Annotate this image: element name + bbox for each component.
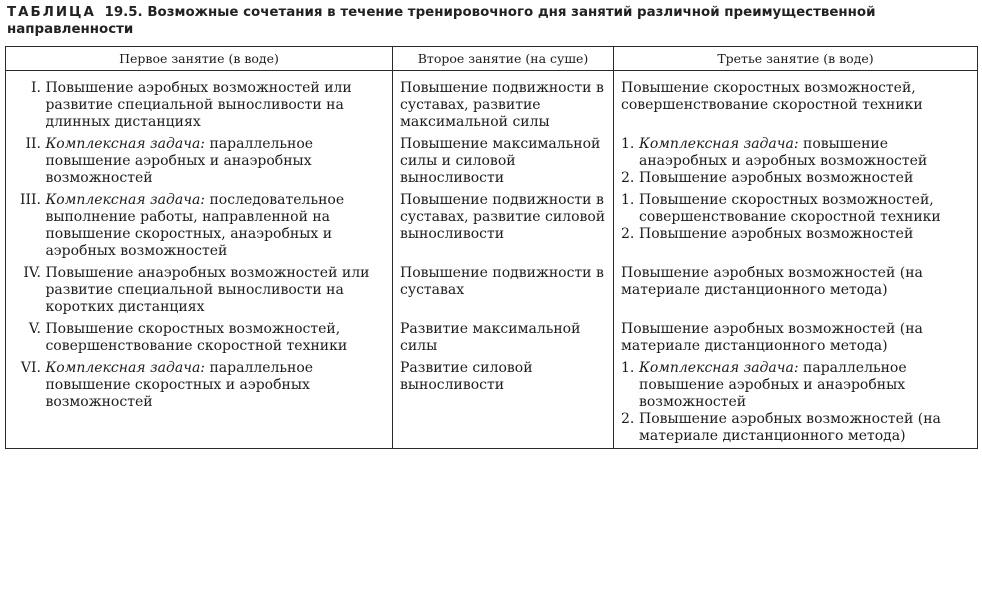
cell-text: Повышение скоростных возможностей, совершенствование скоростной техники	[45, 321, 348, 354]
cell-second-session	[393, 358, 614, 449]
complex-task-label: Комплексная задача:	[45, 136, 206, 152]
cell-text: Развитие максимальной силы	[400, 321, 581, 354]
cell-text: Повышение подвижности в суставах, развитие максимальной силы	[400, 80, 604, 130]
cell-text: Повышение аэробных возможностей (на материале дистанционного метода)	[621, 321, 923, 354]
cell-text: Развитие силовой выносливости	[400, 360, 533, 393]
cell-text: Повышение аэробных возможностей (на материале дистанционного метода)	[621, 265, 923, 298]
list-item	[621, 411, 973, 445]
item-text: Повышение скоростных возможностей, совершенствование скоростной техники	[639, 192, 941, 225]
item-number: 1.	[621, 360, 635, 376]
row-numeral: II.	[25, 136, 41, 152]
row-numeral: IV.	[23, 265, 41, 281]
row-numeral: III.	[19, 192, 41, 208]
cell-text: параллельное повышение аэробных и анаэробных возможностей	[45, 136, 314, 186]
cell-text: параллельное повышение скоростных и аэробных возможностей	[45, 360, 314, 410]
complex-task-label: Комплексная задача:	[45, 192, 206, 208]
cell-text: Повышение аэробных возможностей или развитие специальной выносливости на длинных дистанциях	[45, 80, 352, 130]
cell-third-session	[614, 190, 978, 263]
table-row	[6, 263, 978, 319]
cell-second-session	[393, 190, 614, 263]
cell-third-session	[614, 263, 978, 319]
column-header-first: Первое занятие (в воде)	[6, 47, 393, 71]
row-numeral: VI.	[20, 360, 41, 376]
item-number: 1.	[621, 136, 635, 152]
item-text: параллельное повышение аэробных и анаэробных возможностей	[639, 360, 907, 410]
table-row	[6, 134, 978, 190]
table-row	[6, 71, 978, 135]
row-numeral: V.	[28, 321, 41, 337]
cell-second-session	[393, 319, 614, 358]
table-row	[6, 319, 978, 358]
cell-third-session	[614, 134, 978, 190]
cell-first-session	[6, 358, 393, 449]
complex-task-label: Комплексная задача:	[45, 360, 206, 376]
cell-third-session	[614, 358, 978, 449]
cell-text: Повышение максимальной силы и силовой выносливости	[400, 136, 601, 186]
item-number: 2.	[621, 170, 635, 186]
caption-label: ТАБЛИЦА	[7, 5, 96, 20]
cell-second-session	[393, 134, 614, 190]
cell-text: Повышение скоростных возможностей, совершенствование скоростной техники	[621, 80, 923, 113]
list-item	[621, 192, 973, 226]
caption-number: 19.5.	[104, 5, 143, 20]
header-row	[6, 47, 978, 71]
cell-first-session	[6, 190, 393, 263]
cell-text: Повышение подвижности в суставах, развитие силовой выносливости	[400, 192, 606, 242]
list-item	[621, 226, 973, 243]
column-header-third: Третье занятие (в воде)	[614, 47, 978, 71]
cell-first-session	[6, 319, 393, 358]
cell-first-session	[6, 71, 393, 135]
cell-first-session	[6, 134, 393, 190]
row-numeral: I.	[31, 80, 41, 96]
list-item	[621, 136, 973, 170]
caption-title: Возможные сочетания в течение тренировочного дня занятий различной преимущественной направленности	[7, 5, 876, 37]
item-text: Повышение аэробных возможностей	[639, 170, 914, 186]
item-text: повышение анаэробных и аэробных возможностей	[639, 136, 928, 169]
item-number: 1.	[621, 192, 635, 208]
cell-first-session	[6, 263, 393, 319]
column-header-second: Второе занятие (на суше)	[393, 47, 614, 71]
list-item	[621, 170, 973, 187]
complex-task-label: Комплексная задача:	[639, 360, 799, 376]
cell-third-session	[614, 319, 978, 358]
item-number: 2.	[621, 411, 635, 427]
table-row	[6, 190, 978, 263]
complex-task-label: Комплексная задача:	[639, 136, 799, 152]
list-item	[621, 360, 973, 411]
item-number: 2.	[621, 226, 635, 242]
cell-third-session	[614, 71, 978, 135]
training-combinations-table	[5, 46, 978, 449]
cell-text: Повышение анаэробных возможностей или развитие специальной выносливости на коротких дистанциях	[45, 265, 370, 315]
table-caption	[7, 4, 975, 38]
cell-second-session	[393, 71, 614, 135]
item-text: Повышение аэробных возможностей (на материале дистанционного метода)	[639, 411, 941, 444]
cell-second-session	[393, 263, 614, 319]
item-text: Повышение аэробных возможностей	[639, 226, 914, 242]
cell-text: Повышение подвижности в суставах	[400, 265, 604, 298]
cell-text: последовательное выполнение работы, направленной на повышение скоростных, анаэробных и аэробных возможностей	[45, 192, 345, 259]
table-row	[6, 358, 978, 449]
